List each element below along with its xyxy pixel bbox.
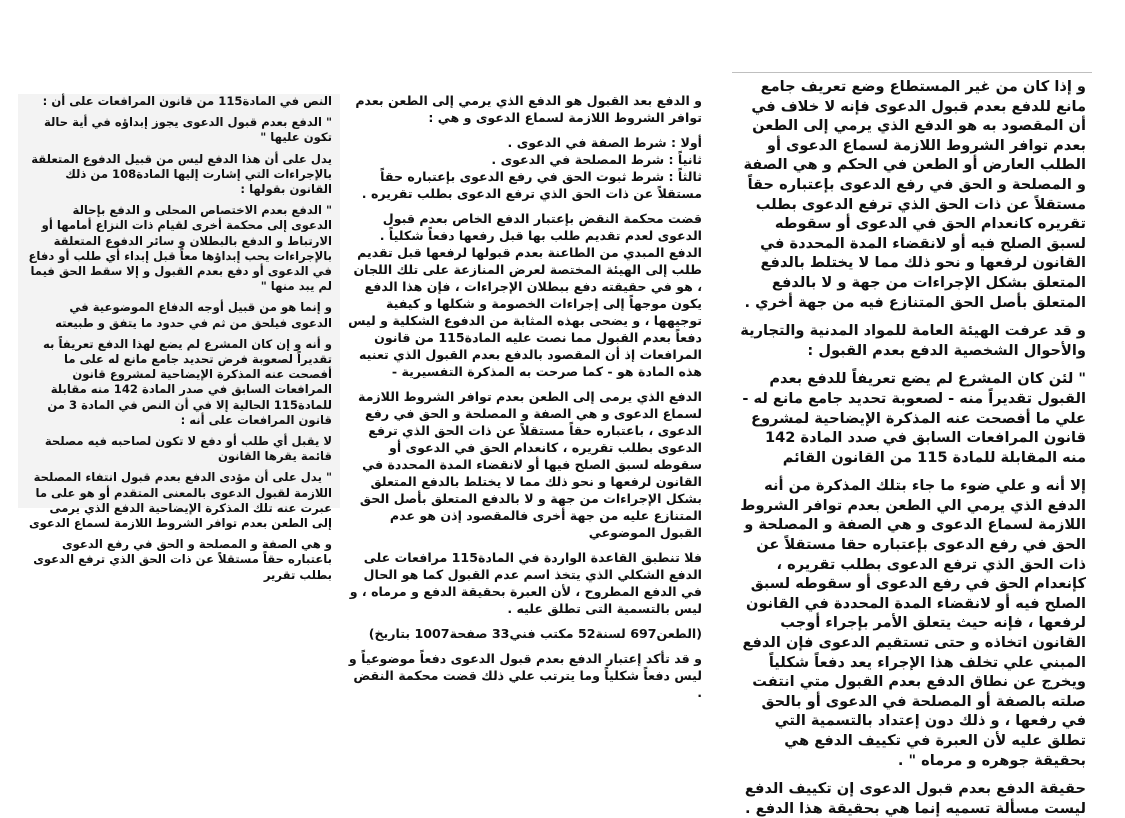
paragraph: و إذا كان من غير المستطاع وضع تعريف جامع مانع للدفع بعدم قبول الدعوى فإنه لا خلاف في أن المقصود به هو الدفع الذي يرمي إلى الطعن بعدم توافر الشروط اللازمة لسماع الدعوى أو الطلب العارض أو الطعن في الحكم و هي الصفة و المصلحة و الحق في رفع الدعوى بإعتباره حقاً مستقلاً عن ذات الحق الذي ترفع الدعوى بطلب تقريره كانعدام الحق في الدعوى أو سقوطه لسبق الصلح فيه أو لانقضاء المدة المحددة في القانون لرفعها و نحو ذلك مما لا يختلط بالدفع المتعلق بشكل الإجراءات من جهة و لا بالدفع المتعلق بأصل الحق المتنازع فيه من جهة أخري . bbox=[743, 78, 1086, 311]
quote: " الدفع بعدم قبول الدعوى يجوز إبداؤه في أية حالة تكون عليها " bbox=[44, 115, 332, 145]
paragraph: يدل على أن هذا الدفع ليس من قبيل الدفوع المتعلقة بالإجراءات التي إشارت إليها المادة108 من ذلك القانون بقولها : bbox=[31, 151, 332, 197]
paragraph: و قد تأكد إعتبار الدفع بعدم قبول الدعوى دفعاً موضوعياً و ليس دفعاً شكلياً وما يترتب علي ذلك قضت محكمة النقض . bbox=[348, 651, 702, 700]
paragraph: الدفع الذي يرمى إلى الطعن بعدم توافر الشروط اللازمة لسماع الدعوى و هي الصفة و المصلحة و الحق في رفع الدعوى ، باعتباره حقاً مستقلاً عن ذات الحق الذي ترفع الدعوى بطلب تقريره ، كانعدام الحق في الدعوى أو سقوطه لسبق الصلح فيها أو لانقضاء المدة المحددة في القانون لرفعها و نحو ذلك مما لا يختلط بالدفع المتعلق بشكل الإجراءات من جهة و لا بالدفع المتعلق بأصل الحق المتنازع عليه من جهة أخرى فالمقصود إذن هو عدم القبول الموضوعي bbox=[357, 389, 702, 540]
paragraph: إلا أنه و علي ضوء ما جاء بتلك المذكرة من أنه الدفع الذي يرمي الي الطعن بعدم توافر الشروط اللازمة لسماع الدعوى و هي الصفة و المصلحة و الحق في رفع الدعوى بإعتباره حقا مستقلاً عن ذات الحق الذي ترفع الدعوى بطلب تقريره ، كإنعدام الحق في رفع الدعوى أو سقوطه لسبق الصلح فيه أو لانقضاء المدة المحددة في القانون لرفعها ، فإنه حيث يتعلق الأمر بإجراء أوجب القانون اتخاذه و حتى تستقيم الدعوى فإن الدفع المبني علي تخلف هذا الإجراء يعد دفعاً شكلياً ويخرج عن نطاق الدفع بعدم القبول متي انتفت صلته بالصفة أو المصلحة في الدعوى أو بالحق في رفعها ، و ذلك دون إعتداد بالتسمية التي تطلق عليه لأن العبرة في تكييف الدفع هي بحقيقة جوهره و مرماه " . bbox=[740, 477, 1086, 769]
paragraph: " لئن كان المشرع لم يضع تعريفاً للدفع بعدم القبول تقديراً منه - لصعوبة تحديد جامع مانع له - علي ما أفصحت عنه المذكرة الإيضاحية لمشروع قانون المرافعات السابق في صدد المادة 142 منه المقابلة للمادة 115 من القانون القائم bbox=[742, 370, 1086, 466]
paragraph: النص في المادة115 من قانون المرافعات على أن : bbox=[42, 94, 332, 108]
quote: " الدفع بعدم الاختصاص المحلى و الدفع بإحالة الدعوى إلى محكمة أخرى لقيام ذات النزاع أمامها أو الارتباط و الدفع بالبطلان و سائر الدفوع المتعلقة بالإجراءات يحب إبداؤها معاً قبل إبداء أي طلب أو دفاع في الدعوى أو دفع بعدم القبول و إلا سقط الحق فيما لم يبد منها " bbox=[28, 203, 332, 294]
paragraph: و قد عرفت الهيئة العامة للمواد المدنية والتجارية والأحوال الشخصية الدفع بعدم القبول : bbox=[740, 322, 1086, 359]
citation: (الطعن697 لسنة52 مكتب فني33 صفحة1007 بتاريخ) bbox=[368, 626, 702, 641]
paragraph: فلا تنطبق القاعدة الواردة في المادة115 مرافعات على الدفع الشكلي الذي يتخذ اسم عدم القبول كما هو الحال في الدفع المطروح ، لأن العبرة بحقيقة الدفع و مرماه ، و ليس بالتسمية التى تطلق عليه . bbox=[349, 550, 702, 616]
quote: " يدل على أن مؤدى الدفع بعدم قبول انتفاء المصلحة اللازمة لقبول الدعوى بالمعنى المتقدم أو هو على ما عبرت عنه تلك المذكرة الإيضاحية الدفع الذي يرمى إلى الطعن بعدم توافر الشروط اللازمة لسماع الدعوى bbox=[28, 470, 332, 531]
paragraph: و أنه و إن كان المشرع لم يضع لهذا الدفع تعريفاً به تقديراً لصعوبة فرض تحديد جامع مانع له على ما أفصحت عنه المذكرة الإيضاحية لمشروع قانون المرافعات السابق في صدر المادة 142 منه مقابلة للمادة115 الحالية إلا في أن النص في المادة 3 من قانون المرافعات على أنه : bbox=[43, 336, 332, 427]
paragraph: و الدفع بعد القبول هو الدفع الذي يرمي إلى الطعن بعدم توافر الشروط اللازمة لسماع الدعوى و هي : bbox=[355, 93, 702, 125]
paragraph: قضت محكمة النقض بإعتبار الدفع الخاص بعدم قبول الدعوى لعدم تقديم طلب بها قبل رفعها دفعاً شكلياً . الدفع المبدي من الطاعنة بعدم قبولها لرفعها قبل تقديم طلب إلى الهيئة المختصة لعرض المنازعة على تلك اللجان ، هو في حقيقته دفع ببطلان الإجراءات ، فإن هذا الدفع يكون موجهاً إلى إجراءات الخصومة و شكلها و كيفية توجيهها ، و يضحى بهذه المثابة من الدفوع الشكلية و ليس دفعاً بعدم القبول مما نصت عليه المادة115 من قانون المرافعات إذ أن المقصود بالدفع بعدم القبول الذي تعنيه هذه المادة هو - كما صرحت به المذكرة التفسيرية - bbox=[348, 211, 702, 379]
paragraph: و هي الصفة و المصلحة و الحق في رفع الدعوى باعتباره حقاً مستقلاً عن ذات الحق الذي ترفع الدعوى بطلب تقرير bbox=[33, 537, 332, 582]
paragraph: و إنما هو من قبيل أوجه الدفاع الموضوعية في الدعوى فيلحق من ثم في حدود ما يتفق و طبيعته bbox=[55, 300, 332, 330]
paragraph: حقيقة الدفع بعدم قبول الدعوى إن تكييف الدفع ليست مسألة تسميه إنما هي بحقيقة هذا الدفع . bbox=[744, 780, 1086, 817]
middle-column bbox=[340, 92, 710, 700]
right-column bbox=[732, 72, 1092, 817]
quote: لا يقبل أي طلب أو دفع لا تكون لصاحبه فيه مصلحة قائمة يقرها القانون bbox=[44, 434, 332, 464]
list-of-conditions: أولا : شرط الصفة في الدعوى . ثانياً : شرط المصلحة في الدعوى . ثالثاً : شرط ثبوت الحق في رفع الدعوى بإعتباره حقاً مستقلاً عن ذات الحق الذي ترفع الدعوى بطلب تقريره . bbox=[361, 135, 702, 201]
left-column bbox=[18, 94, 340, 582]
